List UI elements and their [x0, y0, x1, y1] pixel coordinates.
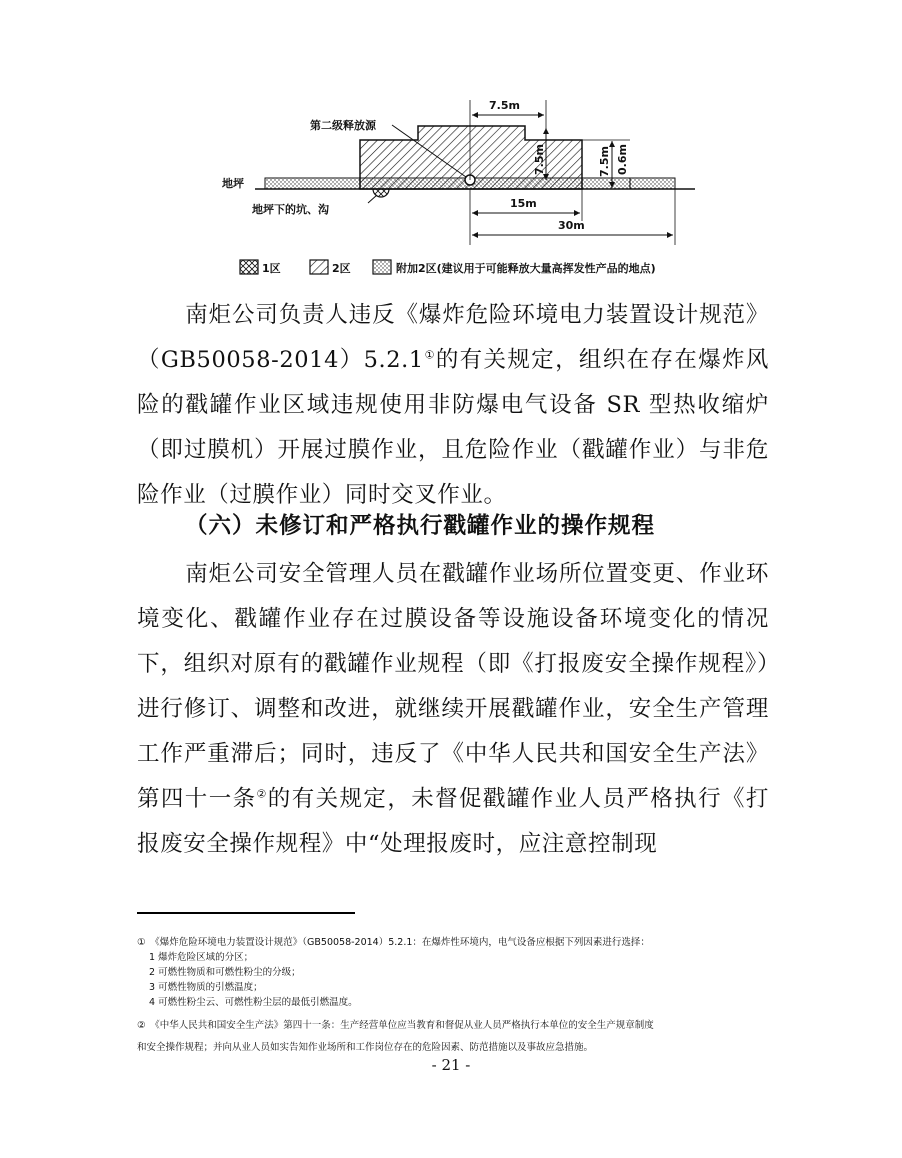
footnote-1-lead: ① 《爆炸危险环境电力装置设计规范》（GB50058-2014）5.2.1：在爆炸性环境内，电气设备应根据下列因素进行选择： [137, 937, 650, 948]
paragraph-procedure-violation [137, 552, 769, 867]
paragraph-text-cont: 的有关规定，未督促戳罐作业人员严格执行《打报废安全操作规程》中“处理报废时，应注意控制现 [137, 786, 769, 857]
legend-zone2: 2区 [332, 262, 351, 275]
label-pit: 地坪下的坑、沟 [252, 203, 329, 216]
dim-outer-height: 7.5m [598, 146, 611, 177]
legend-additional-swatch [373, 260, 391, 274]
dim-15: 15m [510, 197, 537, 210]
footnote-2-line: 和安全操作规程；并向从业人员如实告知作业场所和工作岗位存在的危险因素、防范措施以及事故应急措施。 [137, 1042, 594, 1053]
footnote-ref-1: ① [423, 348, 436, 362]
paragraph-text: 南炬公司负责人违反《爆炸危险环境电力装置设计规范》（GB50058-2014）5.2.1 [137, 302, 769, 373]
footnote-2 [137, 1015, 777, 1059]
legend-zone2-swatch [310, 260, 328, 274]
label-ground: 地坪 [222, 177, 244, 190]
footnote-ref-2: ② [256, 787, 268, 801]
dim-base-height: 0.6m [616, 144, 629, 175]
dim-inner-height: 7.5m [533, 144, 546, 175]
legend-zone1-swatch [240, 260, 258, 274]
paragraph-text: 南炬公司安全管理人员在戳罐作业场所位置变更、作业环境变化、戳罐作业存在过膜设备等设施设备环境变化的情况下，组织对原有的戳罐作业规程（即《打报废安全操作规程》）进行修订、调整和改进，就继续开展戳罐作业，安全生产管理工作严重滞后；同时，违反了《中华人民共和国安全生产法》第四十一条 [137, 561, 769, 812]
dim-top-width: 7.5m [489, 99, 520, 112]
legend-additional: 附加2区(建议用于可能释放大量高挥发性产品的地点) [396, 262, 656, 275]
footnote-1 [137, 935, 777, 1010]
footnote-1-item: 2 可燃性物质和可燃性粉尘的分级； [149, 967, 301, 978]
footnote-1-item: 4 可燃性粉尘云、可燃性粉尘层的最低引燃温度。 [149, 997, 358, 1008]
paragraph-violation-design-code [137, 293, 769, 518]
footnote-2-line: ② 《中华人民共和国安全生产法》第四十一条：生产经营单位应当教育和督促从业人员严格执行本单位的安全生产规章制度 [137, 1020, 654, 1031]
section-heading: （六）未修订和严格执行戳罐作业的操作规程 [185, 513, 656, 539]
dim-30: 30m [558, 219, 585, 232]
zone-diagram-svg [210, 95, 750, 285]
footnote-divider [137, 912, 355, 914]
page-number: - 21 - [431, 1056, 471, 1074]
footnote-1-item: 1 爆炸危险区域的分区； [149, 952, 254, 963]
footnote-1-item: 3 可燃性物质的引燃温度； [149, 982, 263, 993]
zone-diagram [210, 95, 750, 285]
label-release-source: 第二级释放源 [310, 119, 376, 132]
paragraph-text-cont: 的有关规定，组织在存在爆炸风险的戳罐作业区域违规使用非防爆电气设备 SR 型热收缩炉（即过膜机）开展过膜作业，且危险作业（戳罐作业）与非危险作业（过膜作业）同时交叉作业。 [137, 347, 769, 508]
legend-zone1: 1区 [262, 262, 281, 275]
